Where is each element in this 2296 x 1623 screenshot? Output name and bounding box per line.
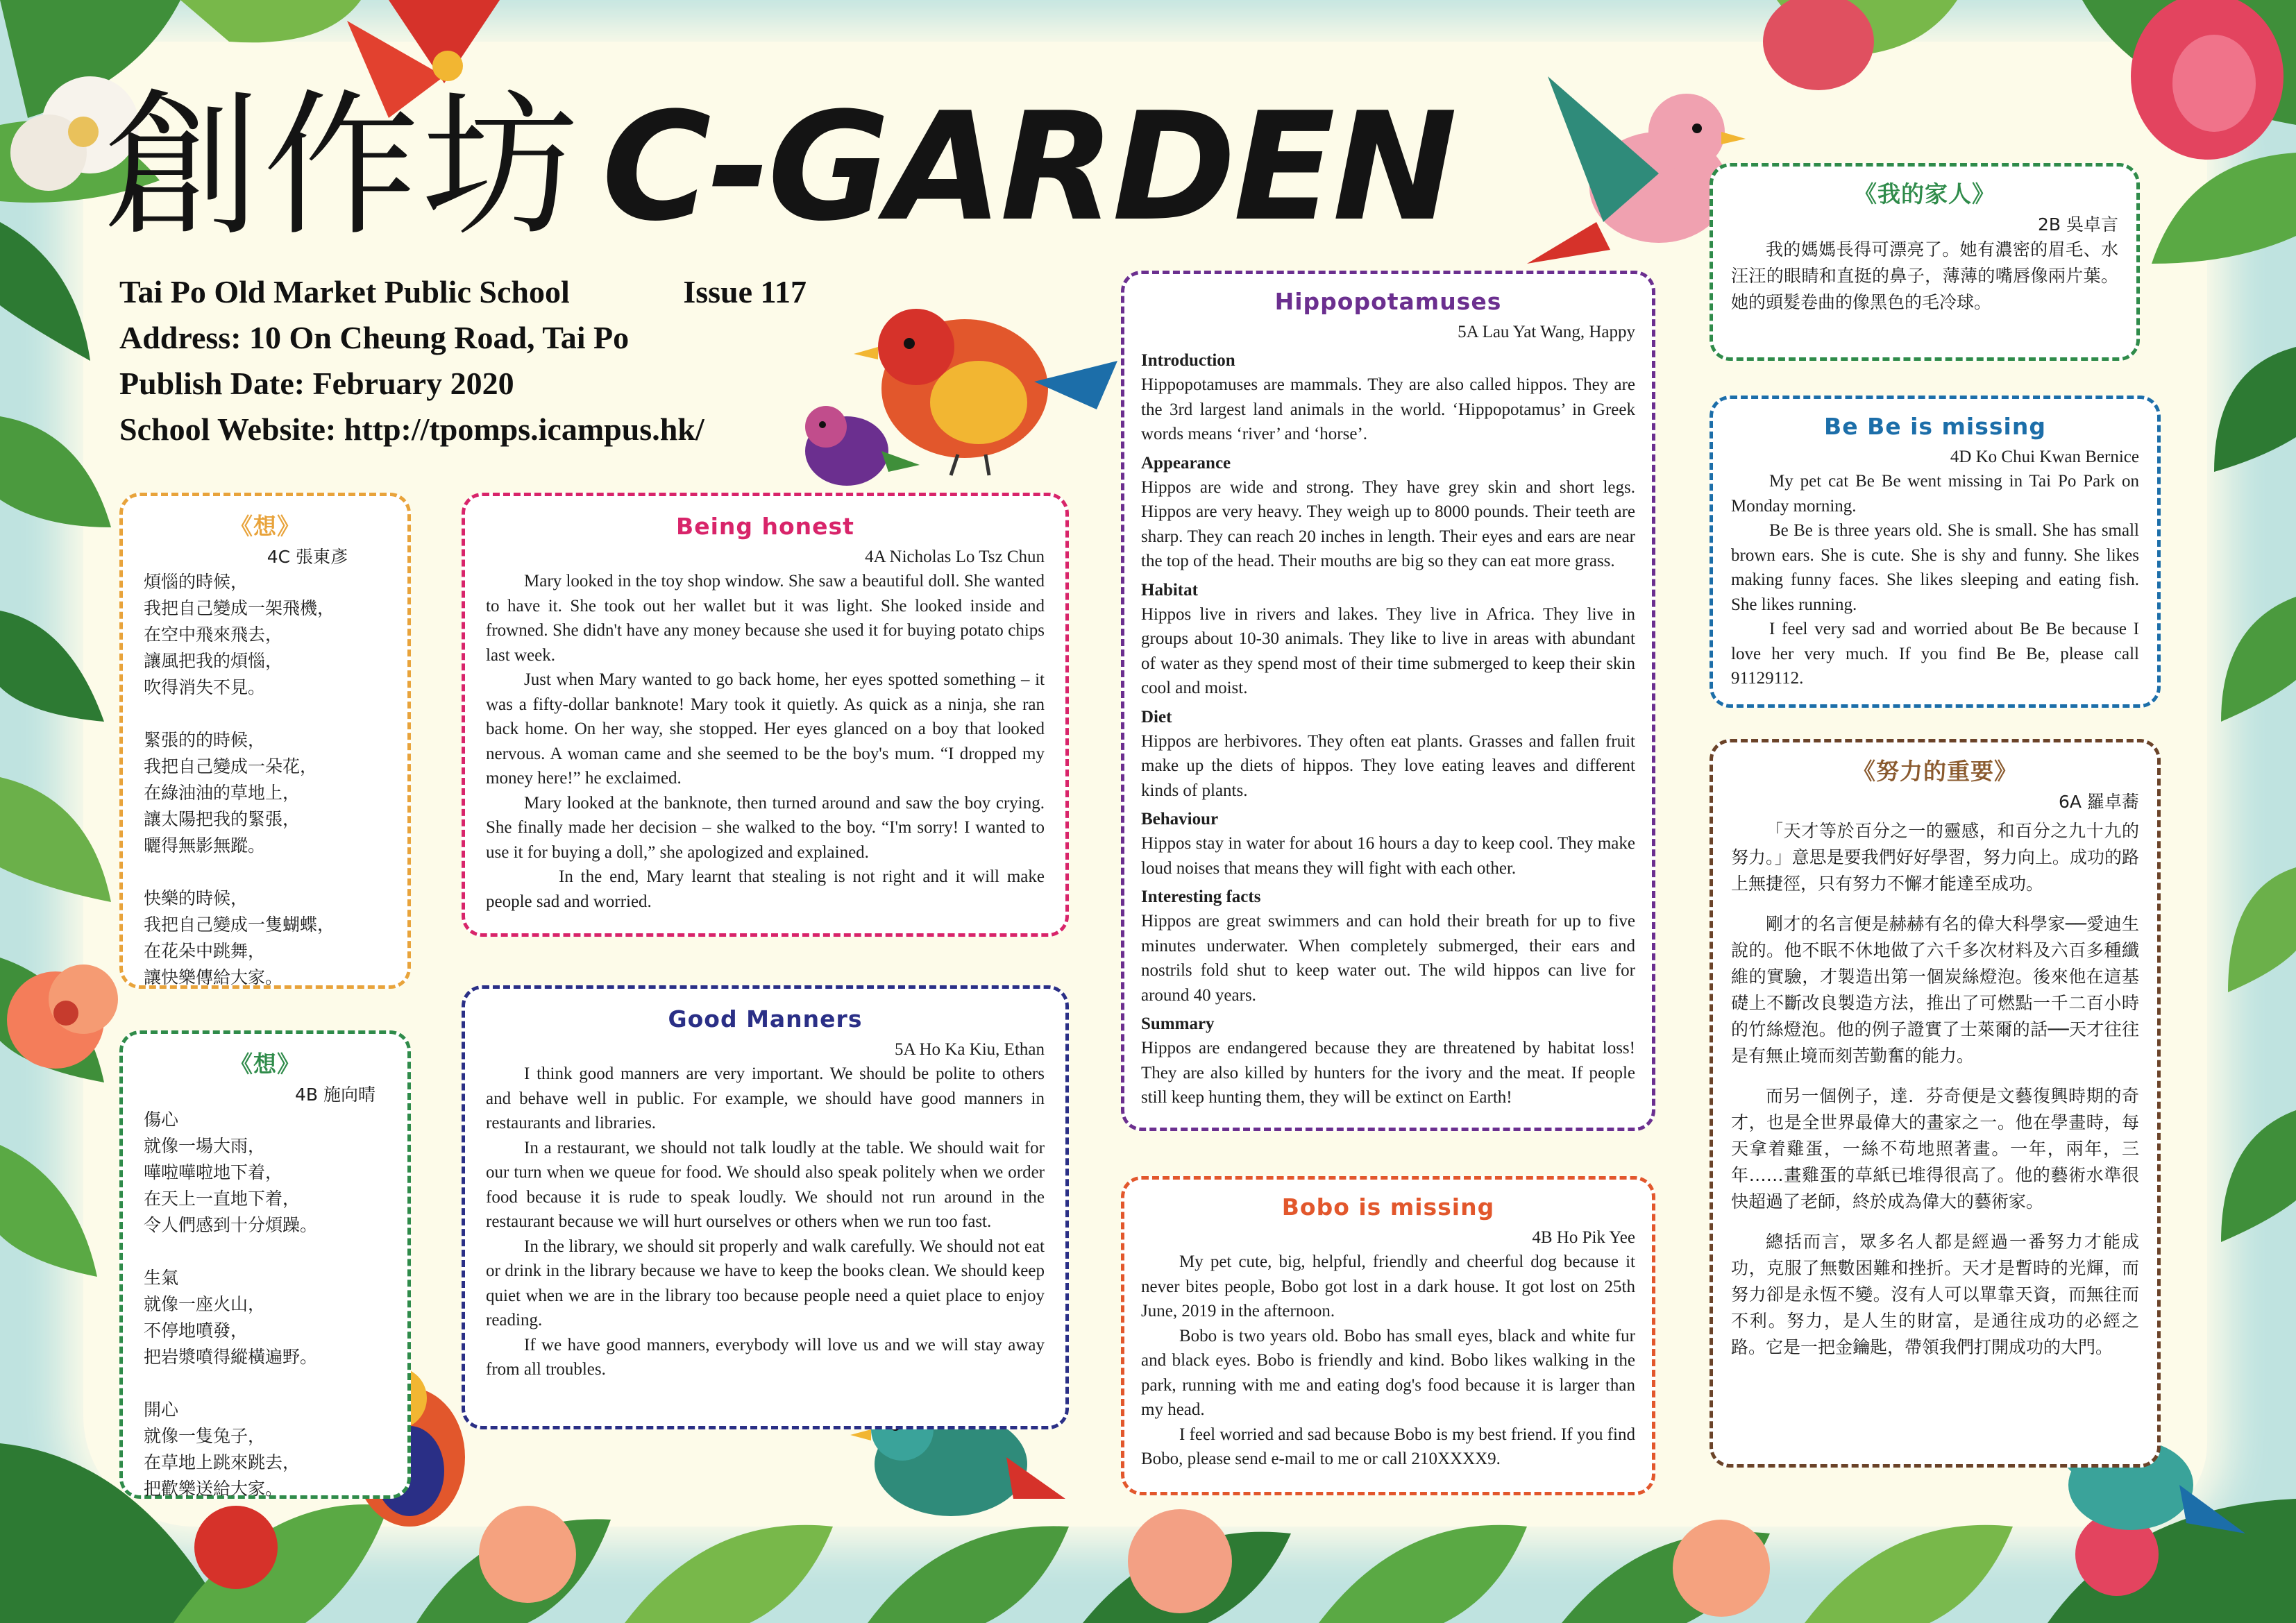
article-paragraph: My pet cat Be Be went missing in Tai Po Park on Monday morning.: [1731, 472, 2139, 516]
poem-line: 我把自己變成一隻蝴蝶，: [144, 915, 335, 935]
poem-line: 在空中飛來飛去，: [144, 624, 283, 645]
poem-line: 我把自己變成一架飛機，: [144, 598, 335, 618]
section-heading: Appearance: [1141, 453, 1231, 473]
poem-stanza: [144, 1107, 389, 1239]
article-author: 2B 吳卓言: [2037, 214, 2118, 235]
article-title: Being honest: [676, 513, 854, 540]
poem-line: 曬得無影無蹤。: [144, 835, 266, 856]
section-heading: Habitat: [1141, 580, 1198, 600]
section-text: Hippos are endangered because they are threatened by habitat loss! They are also killed by hunters for the ivory and the meat. If people still keep hunting them, they will be extinct on Earth!: [1141, 1039, 1635, 1107]
article-body: [1731, 818, 2139, 1361]
article-paragraph: My pet cute, big, helpful, friendly and cheerful dog because it never bites people, Bobo got lost in a dark house. It got lost on 25th June, 2019 in the afternoon.: [1141, 1252, 1635, 1320]
article-author: 4B Ho Pik Yee: [1532, 1228, 1635, 1247]
article-importance-of-effort: [1710, 739, 2161, 1468]
article-paragraph: 總括而言，眾多名人都是經過一番努力才能成功，克服了無數困難和挫折。天才是暫時的光輝，而努力卻是永恆不變。沒有人可以單靠天資，而無往而不利。努力，是人生的財富，是通往成功的必經之路。它是一把金鑰匙，帶領我們打開成功的大門。: [1731, 1232, 2139, 1357]
poem-stanza: [144, 569, 389, 701]
poem-line: 令人們感到十分煩躁。: [144, 1215, 318, 1235]
poem-line: 我把自己變成一朵花，: [144, 756, 318, 776]
article-paragraph: Mary looked at the banknote, then turned around and saw the boy crying. She finally made her decision – she walked to the boy. “I'm sorry! I wanted to use it for buying a doll,” she apologized and explained.: [486, 793, 1045, 862]
section-heading: Behaviour: [1141, 810, 1219, 829]
article-title: 《想》: [230, 1051, 301, 1078]
leaf-icon: [0, 416, 111, 1277]
article-author: 4C 張東彥: [267, 547, 348, 567]
poem-stanza: [144, 1397, 389, 1502]
poem-line: 吹得消失不見。: [144, 677, 266, 697]
poem-line: 就像一座火山，: [144, 1294, 266, 1314]
section-heading: Diet: [1141, 707, 1172, 726]
poem-body: [141, 569, 389, 991]
article-bobo-is-missing: [1121, 1176, 1655, 1495]
article-paragraph: If we have good manners, everybody will love us and we will stay away from all troubles.: [486, 1335, 1045, 1379]
article-paragraph: 「天才等於百分之一的靈感，和百分之九十九的努力。」意思是要我們好好學習，努力向上。成功的路上無捷徑，只有努力不懈才能達至成功。: [1731, 821, 2139, 894]
poem-line: 在天上一直地下着，: [144, 1189, 301, 1209]
poem-line: 就像一隻兔子，: [144, 1426, 266, 1446]
masthead-title-chinese: 創作坊: [104, 75, 581, 257]
poem-line: 在綠油油的草地上，: [144, 783, 301, 803]
poem-line: 嘩啦嘩啦地下着，: [144, 1162, 283, 1182]
poem-stanza: [144, 727, 389, 859]
poem-line: 不停地噴發，: [144, 1320, 248, 1341]
article-author: 5A Lau Yat Wang, Happy: [1458, 323, 1635, 341]
poem-line: 在草地上跳來跳去，: [144, 1452, 301, 1472]
article-title: Good Manners: [668, 1005, 863, 1033]
article-author: 4B 施向晴: [294, 1085, 375, 1105]
poem-line: 讓快樂傳給大家。: [144, 967, 283, 987]
article-paragraph: Mary looked in the toy shop window. She saw a beautiful doll. She wanted to have it. She took out her wallet but it was light. She looked inside and frowned. She didn't have any money because she used it for buying potato chips last week.: [486, 572, 1045, 665]
poem-line: 把歡樂送給大家。: [144, 1479, 283, 1499]
poem-line: 在花朵中跳舞，: [144, 941, 266, 961]
article-title: Bobo is missing: [1281, 1193, 1495, 1221]
article-paragraph: In the library, we should sit properly and walk carefully. We should not eat or drink in the library because we have to keep the books clean. We should keep quiet when we are in the library too because people need a quiet place to enjoy reading.: [486, 1237, 1045, 1329]
school-info: [119, 269, 897, 452]
article-hippopotamuses: [1121, 271, 1655, 1131]
article-paragraph: 我的媽媽長得可漂亮了。她有濃密的眉毛、水汪汪的眼睛和直挺的鼻子，薄薄的嘴唇像兩片葉。她的頭髮卷曲的像黑色的毛冷球。: [1731, 239, 2118, 312]
masthead: [104, 62, 1455, 271]
poem-line: 就像一場大雨，: [144, 1136, 266, 1156]
article-title: 《我的家人》: [1854, 180, 1995, 207]
article-paragraph: In the end, Mary learnt that stealing is not right and it will make people sad and worried.: [486, 867, 1045, 911]
school-website[interactable]: School Website: http://tpomps.icampus.hk/: [119, 411, 704, 447]
section-text: Hippopotamuses are mammals. They are also called hippos. They are the 3rd largest land animals in the world. ‘Hippopotamus’ in Greek words means ‘river’ and ‘horse’.: [1141, 375, 1635, 443]
article-title: Be Be is missing: [1824, 413, 2046, 440]
poem-line: 煩惱的時候，: [144, 572, 248, 592]
poem-line: 傷心: [144, 1110, 179, 1130]
poem-stanza: [144, 1265, 389, 1370]
poem-line: 開心: [144, 1400, 179, 1420]
section-heading: Interesting facts: [1141, 887, 1261, 906]
article-bebe-is-missing: [1710, 396, 2161, 708]
school-address: Address: 10 On Cheung Road, Tai Po: [119, 320, 630, 355]
article-poem-think-1: [119, 493, 411, 989]
publish-date: Publish Date: February 2020: [119, 366, 514, 401]
poem-line: 讓風把我的煩惱，: [144, 651, 283, 671]
article-paragraph: 剛才的名言便是赫赫有名的偉大科學家──愛迪生說的。他不眠不休地做了六千多次材料及六百多種纖維的實驗，才製造出第一個炭絲燈泡。後來他在這基礎上不斷改良製造方法，推出了可燃點一千二百小時的竹絲燈泡。他的例子證實了士萊爾的話──天才往往是有無止境而刻苦勤奮的能力。: [1731, 914, 2139, 1066]
article-poem-think-2: [119, 1030, 411, 1499]
article-author: 6A 羅卓蕎: [2059, 792, 2139, 812]
article-title: Hippopotamuses: [1274, 288, 1502, 315]
article-author: 4A Nicholas Lo Tsz Chun: [865, 547, 1045, 566]
article-paragraph: Bobo is two years old. Bobo has small eyes, black and white fur and black eyes. Bobo is friendly and kind. Bobo likes walking in the park, running with me and eating dog's food because it is larger than my head.: [1141, 1326, 1635, 1419]
section-text: Hippos are wide and strong. They have grey skin and short legs. Hippos are very heavy. They weigh up to 8000 pounds. Their teeth are sharp. They can reach 20 inches in length. Their eyes and ears are near the top of the head. Their mouths are big so they can eat more grass.: [1141, 477, 1635, 570]
issue-number: Issue 117: [683, 274, 807, 309]
school-name: Tai Po Old Market Public School: [119, 274, 570, 309]
article-paragraph: In a restaurant, we should not talk loudly at the table. We should wait for our turn when we queue for food. We should also speak politely when we order food because it is rude to speak loudly. We should not run around in the restaurant because we will hurt ourselves or others when we run too fast.: [486, 1138, 1045, 1231]
section-text: Hippos are herbivores. They often eat plants. Grasses and fallen fruit make up the diets of hippos. They love eating leaves and different kinds of plants.: [1141, 731, 1635, 800]
article-paragraph: I feel worried and sad because Bobo is my best friend. If you find Bobo, please send e-mail to me or call 210XXXX9.: [1141, 1425, 1635, 1468]
section-text: Hippos live in rivers and lakes. They live in Africa. They live in groups about 10-30 animals. They like to live in areas with abundant of water as they spend most of their time submerged to keep their skin cool and moist.: [1141, 604, 1635, 697]
article-author: 4D Ko Chui Kwan Bernice: [1950, 448, 2139, 466]
section-text: Hippos stay in water for about 16 hours a day to keep cool. They make loud noises that means they will fight with each other.: [1141, 834, 1635, 878]
article-paragraph: I think good manners are very important. We should be polite to others and behave well in public. For example, we should have good manners in restaurants and libraries.: [486, 1064, 1045, 1132]
article-paragraph: Just when Mary wanted to go back home, her eyes spotted something – it was a fifty-dollar banknote! Mary took it quietly. As quick as a ninja, she ran back home. On her way, she stopped. Her eyes glanced on a boy that looked nervous. A woman came and she seemed to be the boy's mum. “I dropped my money here!” he exclaimed.: [486, 670, 1045, 788]
masthead-title-english: C-GARDEN: [602, 79, 1455, 254]
article-paragraph: I feel very sad and worried about Be Be because I love her very much. If you find Be Be, please call 91129112.: [1731, 620, 2139, 688]
poem-body: [141, 1107, 389, 1502]
poem-line: 把岩漿噴得縱橫遍野。: [144, 1347, 318, 1367]
article-title: 《想》: [230, 513, 301, 540]
poem-line: 讓太陽把我的緊張，: [144, 809, 301, 829]
section-heading: Summary: [1141, 1014, 1215, 1033]
section-heading: Introduction: [1141, 351, 1235, 370]
article-good-manners: [462, 985, 1069, 1429]
article-title: 《努力的重要》: [1852, 758, 2018, 785]
article-paragraph: Be Be is three years old. She is small. She has small brown ears. She is cute. She is shy and funny. She likes making funny faces. She likes sleeping and eating fish. She likes running.: [1731, 521, 2139, 614]
poem-stanza: [144, 885, 389, 991]
article-my-family: [1710, 163, 2140, 361]
poem-line: 緊張的的時候，: [144, 730, 266, 750]
poem-line: 快樂的時候，: [144, 888, 248, 908]
article-author: 5A Ho Ka Kiu, Ethan: [895, 1040, 1045, 1059]
protea-flower-icon: [1763, 0, 2284, 160]
poem-line: 生氣: [144, 1268, 179, 1288]
article-being-honest: [462, 493, 1069, 937]
section-text: Hippos are great swimmers and can hold their breath for up to five minutes underwater. When completely submerged, their ears and nostrils fold shut to keep water out. The wild hippos can live for around 40 years.: [1141, 912, 1635, 1005]
article-body: [1731, 237, 2118, 316]
article-paragraph: 而另一個例子，達．芬奇便是文藝復興時期的奇才，也是全世界最偉大的畫家之一。他在學畫時，每天拿着雞蛋，一絲不苟地照著畫。一年，兩年，三年……畫雞蛋的草紙已堆得很高了。他的藝術水準很快超過了老師，終於成為偉大的藝術家。: [1731, 1086, 2139, 1212]
